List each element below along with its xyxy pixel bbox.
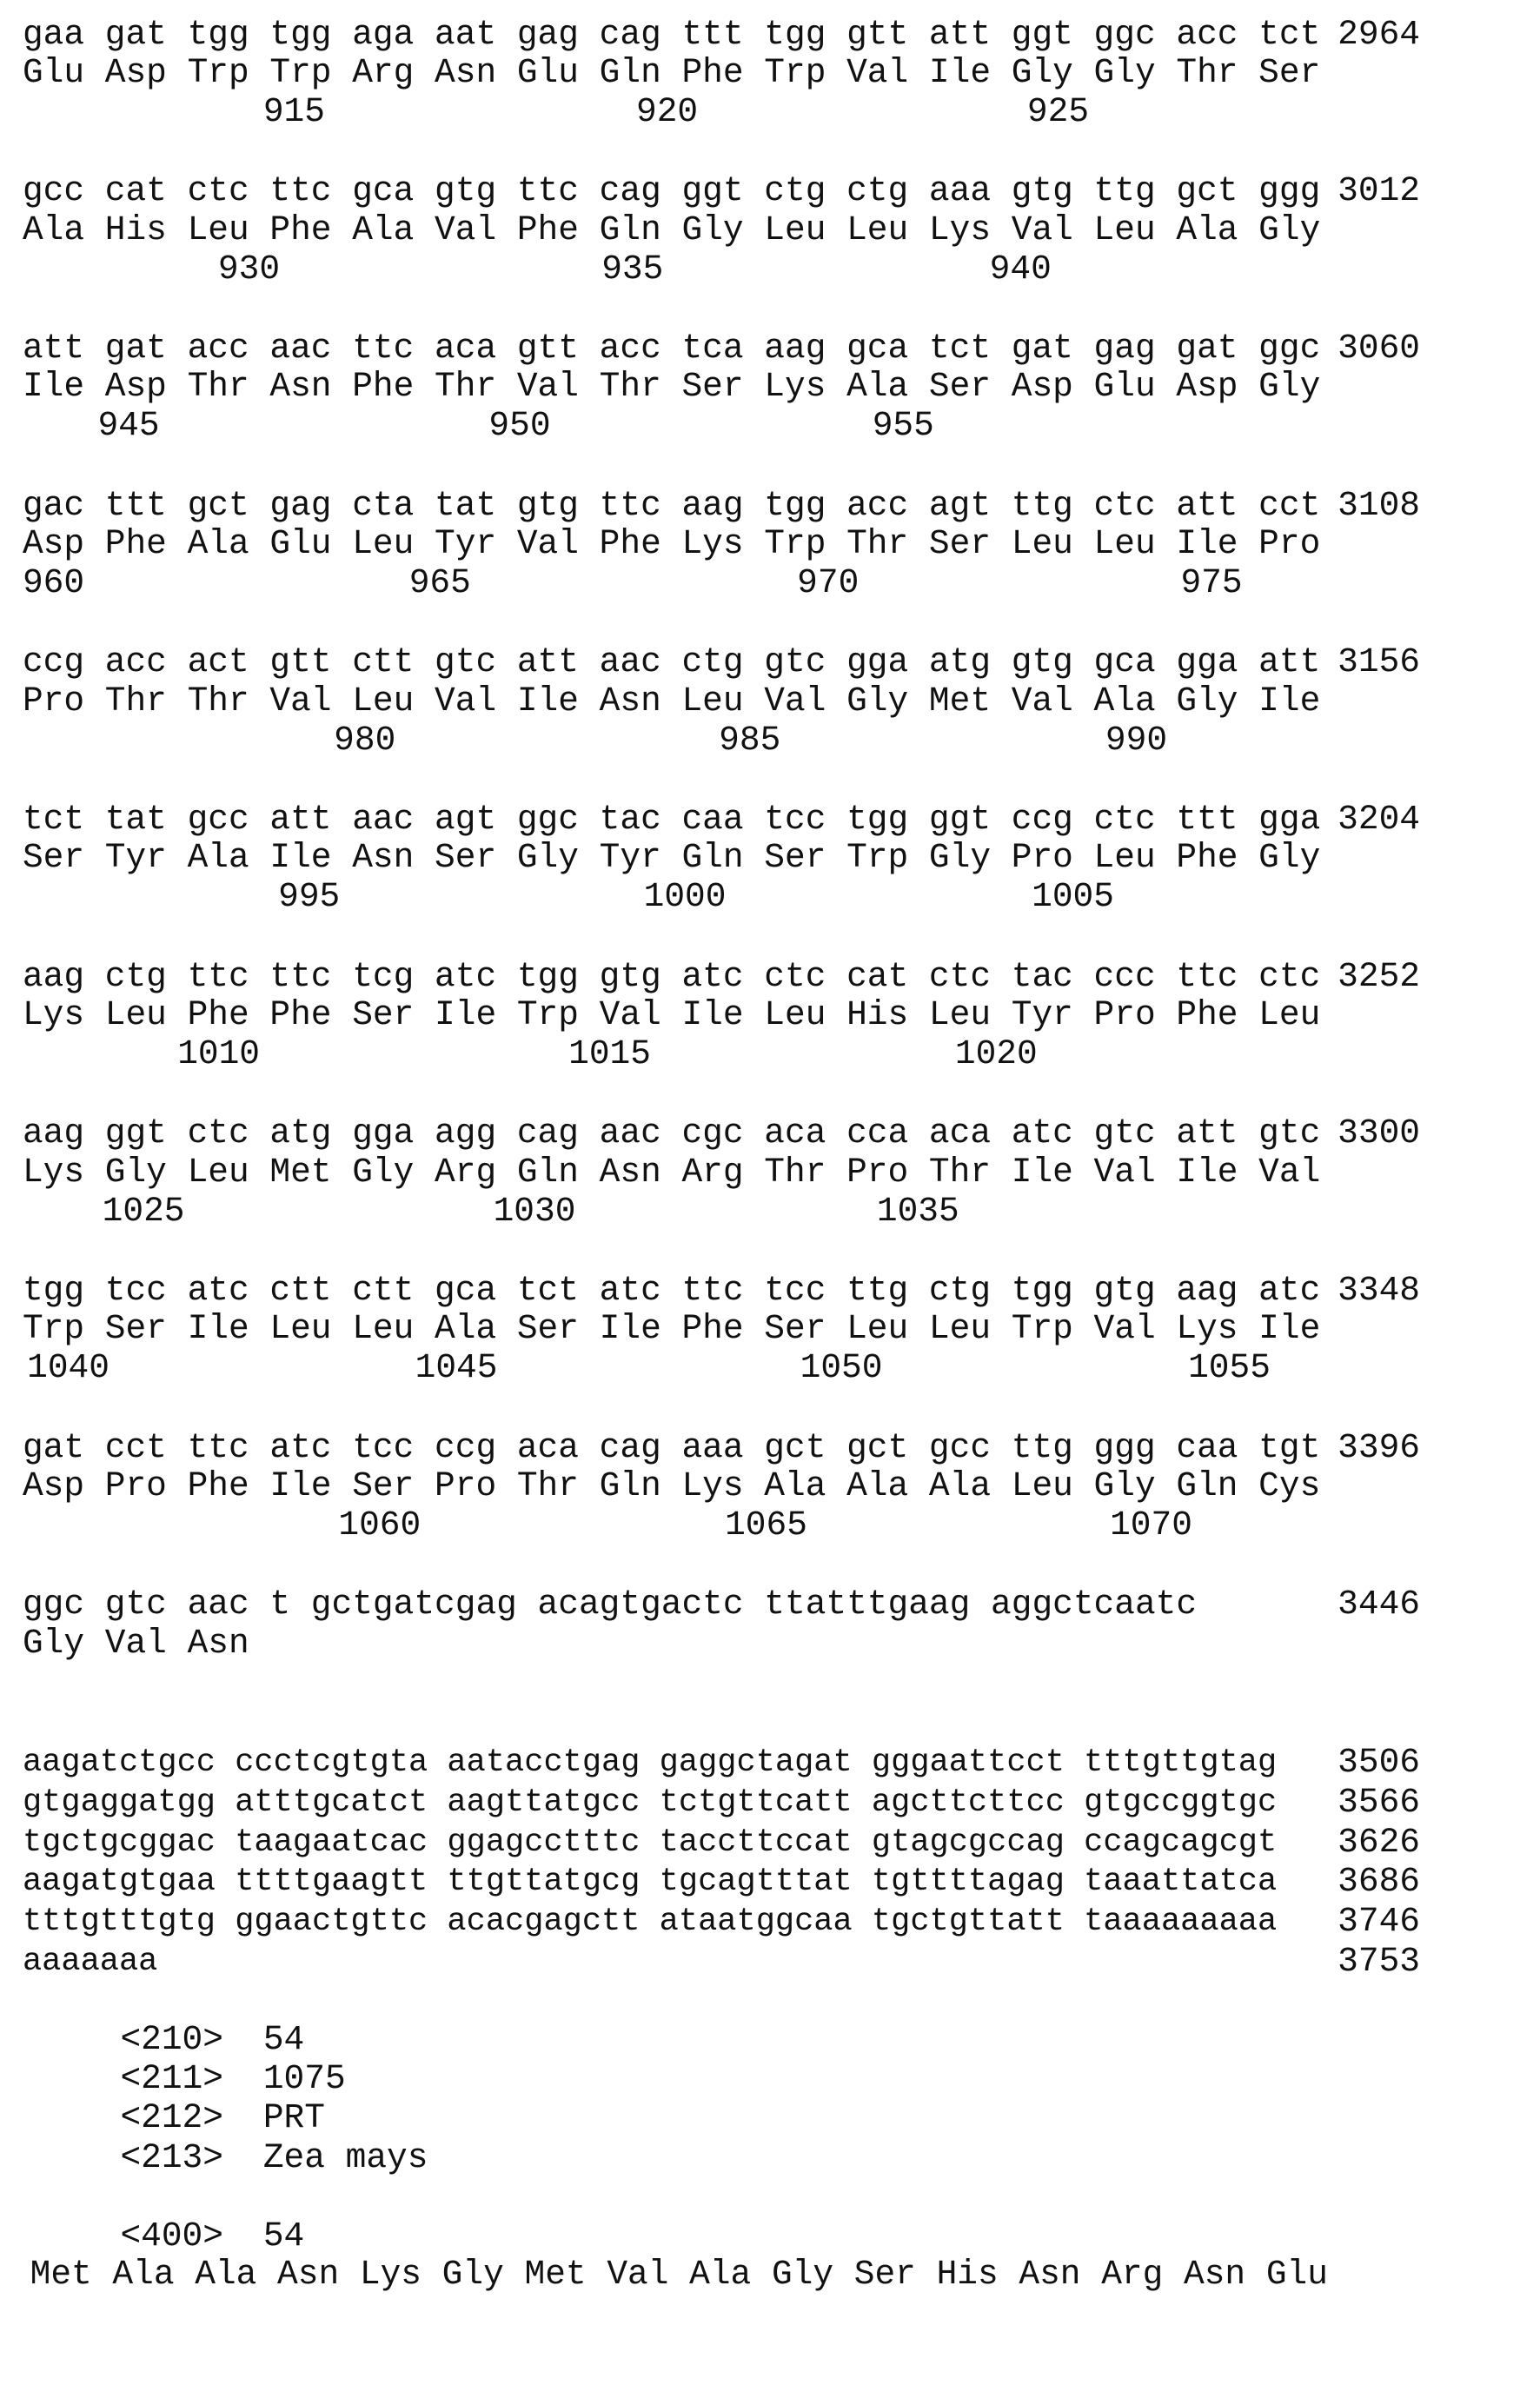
nucleotide-position: 3566 xyxy=(1333,1784,1420,1822)
nucleotide-position: 3446 xyxy=(1333,1585,1420,1624)
utr-sequence-line: gtgaggatgg atttgcatct aagttatgcc tctgttcatt agcttcttcc gtgccggtgc xyxy=(23,1784,1277,1822)
seq-field-tag: <211> xyxy=(120,2060,223,2098)
residue-number: 990 xyxy=(1105,721,1167,760)
seq-field-value: 54 xyxy=(263,2021,304,2059)
residue-number: 1035 xyxy=(877,1193,959,1231)
protein-sequence-line: Met Ala Ala Asn Lys Gly Met Val Ala Gly Ser His Asn Arg Asn Glu xyxy=(30,2256,1328,2294)
nucleotide-codons: aag ctg ttc ttc tcg atc tgg gtg atc ctc cat ctc tac ccc ttc ctc xyxy=(23,958,1320,996)
nucleotide-codons: gac ttt gct gag cta tat gtg ttc aag tgg acc agt ttg ctc att cct xyxy=(23,487,1320,525)
nucleotide-position: 3108 xyxy=(1333,487,1420,525)
amino-acid-residues: Pro Thr Thr Val Leu Val Ile Asn Leu Val Gly Met Val Ala Gly Ile xyxy=(23,682,1320,721)
nucleotide-codons: tct tat gcc att aac agt ggc tac caa tcc tgg ggt ccg ctc ttt gga xyxy=(23,801,1320,839)
residue-number: 945 xyxy=(97,407,159,445)
amino-acid-residues: Lys Gly Leu Met Gly Arg Gln Asn Arg Thr Pro Thr Ile Val Ile Val xyxy=(23,1153,1320,1192)
amino-acid-residues: Glu Asp Trp Trp Arg Asn Glu Gln Phe Trp Val Ile Gly Gly Thr Ser xyxy=(23,54,1320,92)
residue-number: 1060 xyxy=(338,1506,421,1545)
amino-acid-residues: Trp Ser Ile Leu Leu Ala Ser Ile Phe Ser Leu Leu Trp Val Lys Ile xyxy=(23,1310,1320,1348)
residue-number: 1025 xyxy=(103,1193,185,1231)
amino-acid-residues: Ser Tyr Ala Ile Asn Ser Gly Tyr Gln Ser Trp Gly Pro Leu Phe Gly xyxy=(23,839,1320,877)
nucleotide-codons: gaa gat tgg tgg aga aat gag cag ttt tgg gtt att ggt ggc acc tct xyxy=(23,16,1320,54)
nucleotide-position: 3060 xyxy=(1333,329,1420,368)
residue-number: 975 xyxy=(1180,564,1242,602)
nucleotide-codons: ggc gtc aac t gctgatcgag acagtgactc ttatttgaag aggctcaatc xyxy=(23,1585,1197,1624)
residue-number: 1040 xyxy=(27,1349,110,1387)
nucleotide-position: 3348 xyxy=(1333,1272,1420,1310)
nucleotide-position: 3012 xyxy=(1333,172,1420,210)
utr-sequence-line: aagatctgcc ccctcgtgta aatacctgag gaggctagat gggaattcct tttgttgtag xyxy=(23,1744,1277,1782)
utr-sequence-line: tgctgcggac taagaatcac ggagcctttc taccttccat gtagcgccag ccagcagcgt xyxy=(23,1824,1277,1862)
seq-field-value: 1075 xyxy=(263,2060,346,2098)
nucleotide-position: 3506 xyxy=(1333,1744,1420,1782)
nucleotide-codons: att gat acc aac ttc aca gtt acc tca aag gca tct gat gag gat ggc xyxy=(23,329,1320,368)
residue-number: 925 xyxy=(1027,93,1089,131)
nucleotide-codons: gat cct ttc atc tcc ccg aca cag aaa gct gct gcc ttg ggg caa tgt xyxy=(23,1429,1320,1467)
residue-number: 930 xyxy=(218,250,280,289)
nucleotide-codons: aag ggt ctc atg gga agg cag aac cgc aca cca aca atc gtc att gtc xyxy=(23,1114,1320,1153)
residue-number: 965 xyxy=(409,564,471,602)
residue-number: 1010 xyxy=(177,1035,260,1073)
nucleotide-codons: ccg acc act gtt ctt gtc att aac ctg gtc gga atg gtg gca gga att xyxy=(23,643,1320,681)
nucleotide-position: 3753 xyxy=(1333,1943,1420,1981)
nucleotide-codons: gcc cat ctc ttc gca gtg ttc cag ggt ctg ctg aaa gtg ttg gct ggg xyxy=(23,172,1320,210)
residue-number: 1030 xyxy=(494,1193,576,1231)
seq-field-value: 54 xyxy=(263,2217,304,2256)
residue-number: 920 xyxy=(636,93,698,131)
residue-number: 995 xyxy=(278,878,340,916)
seq-field-value: Zea mays xyxy=(263,2139,428,2177)
nucleotide-codons: tgg tcc atc ctt ctt gca tct atc ttc tcc ttg ctg tgg gtg aag atc xyxy=(23,1272,1320,1310)
nucleotide-position: 3204 xyxy=(1333,801,1420,839)
nucleotide-position: 3746 xyxy=(1333,1903,1420,1941)
seq-field-tag: <210> xyxy=(120,2021,223,2059)
residue-number: 1000 xyxy=(644,878,727,916)
amino-acid-residues: Ile Asp Thr Asn Phe Thr Val Thr Ser Lys Ala Ser Asp Glu Asp Gly xyxy=(23,368,1320,406)
residue-number: 960 xyxy=(23,564,84,602)
nucleotide-position: 3252 xyxy=(1333,958,1420,996)
utr-sequence-line: aaaaaaa xyxy=(23,1943,157,1981)
nucleotide-position: 3626 xyxy=(1333,1824,1420,1862)
residue-number: 1065 xyxy=(725,1506,807,1545)
residue-number: 1020 xyxy=(955,1035,1038,1073)
amino-acid-residues: Asp Phe Ala Glu Leu Tyr Val Phe Lys Trp Thr Ser Leu Leu Ile Pro xyxy=(23,525,1320,563)
nucleotide-position: 3156 xyxy=(1333,643,1420,681)
residue-number: 915 xyxy=(263,93,325,131)
residue-number: 985 xyxy=(719,721,780,760)
seq-field-value: PRT xyxy=(263,2099,325,2137)
residue-number: 955 xyxy=(873,407,934,445)
residue-number: 980 xyxy=(334,721,395,760)
seq-field-tag: <213> xyxy=(120,2139,223,2177)
nucleotide-position: 3300 xyxy=(1333,1114,1420,1153)
residue-number: 950 xyxy=(488,407,550,445)
utr-sequence-line: aagatgtgaa ttttgaagtt ttgttatgcg tgcagtttat tgttttagag taaattatca xyxy=(23,1863,1277,1901)
seq-field-tag: <400> xyxy=(120,2217,223,2256)
residue-number: 935 xyxy=(601,250,663,289)
amino-acid-residues: Asp Pro Phe Ile Ser Pro Thr Gln Lys Ala Ala Ala Leu Gly Gln Cys xyxy=(23,1467,1320,1505)
nucleotide-position: 3396 xyxy=(1333,1429,1420,1467)
utr-sequence-line: tttgtttgtg ggaactgttc acacgagctt ataatggcaa tgctgttatt taaaaaaaaa xyxy=(23,1903,1277,1941)
residue-number: 1005 xyxy=(1032,878,1114,916)
amino-acid-residues: Lys Leu Phe Phe Ser Ile Trp Val Ile Leu His Leu Tyr Pro Phe Leu xyxy=(23,996,1320,1034)
amino-acid-residues: Gly Val Asn xyxy=(23,1625,249,1663)
residue-number: 1050 xyxy=(800,1349,883,1387)
residue-number: 1045 xyxy=(415,1349,498,1387)
residue-number: 970 xyxy=(797,564,859,602)
residue-number: 940 xyxy=(990,250,1052,289)
residue-number: 1015 xyxy=(568,1035,651,1073)
seq-field-tag: <212> xyxy=(120,2099,223,2137)
residue-number: 1070 xyxy=(1110,1506,1192,1545)
nucleotide-position: 2964 xyxy=(1333,16,1420,54)
nucleotide-position: 3686 xyxy=(1333,1863,1420,1901)
amino-acid-residues: Ala His Leu Phe Ala Val Phe Gln Gly Leu Leu Lys Val Leu Ala Gly xyxy=(23,211,1320,249)
residue-number: 1055 xyxy=(1188,1349,1271,1387)
